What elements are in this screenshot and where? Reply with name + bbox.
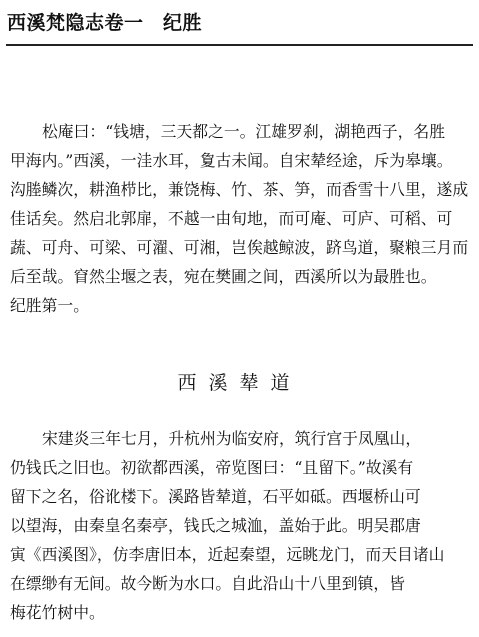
running-header-title: 西溪梵隐志卷一 纪胜 bbox=[7, 12, 203, 34]
text-line: 佳话矣。然启北郭扉，不越一由旬地，而可庵、可庐、可稻、可 bbox=[10, 209, 453, 228]
text-line: 纪胜第一。 bbox=[10, 296, 89, 315]
text-line: 沟塍鳞次，耕渔栉比，兼饶梅、竹、茶、笋，而香雪十八里，遂成 bbox=[10, 180, 469, 199]
text-line: 寅《西溪图》，仿李唐旧本，近起秦望，远眺龙门，而天目诸山 bbox=[10, 545, 445, 564]
text-line: 在缥缈有无间。故今断为水口。自此沿山十八里到镇，皆 bbox=[10, 574, 405, 593]
section-heading: 西溪辇道 bbox=[177, 372, 302, 394]
text-line: 松庵曰：“钱塘，三天都之一。江雄罗刹，湖艳西子，名胜 bbox=[42, 122, 445, 141]
text-line: 后至哉。窅然尘堰之表，宛在樊圃之间，西溪所以为最胜也。 bbox=[10, 267, 437, 286]
text-line: 蔬、可舟、可梁、可濯、可湘，岂俟越鲸波，跻鸟道，聚粮三月而 bbox=[10, 238, 469, 257]
header-divider bbox=[6, 44, 473, 46]
text-line: 仍钱氏之旧也。初欲都西溪，帝览图曰：“且留下。”故溪有 bbox=[10, 458, 414, 477]
text-line: 以望海，由秦皇名秦亭，钱氏之城洫，盖始于此。明吴郡唐 bbox=[10, 516, 421, 535]
text-line: 宋建炎三年七月，升杭州为临安府，筑行宫于凤凰山， bbox=[42, 429, 422, 448]
text-line: 梅花竹树中。 bbox=[10, 603, 105, 622]
text-line: 甲海内。”西溪，一洼水耳，夐古未闻。自宋辇经途，斥为皋壤。 bbox=[10, 151, 453, 170]
paragraph-section-body bbox=[10, 424, 470, 627]
text-line: 留下之名，俗讹楼下。溪路皆辇道，石平如砥。西堰桥山可 bbox=[10, 487, 421, 506]
paragraph-intro bbox=[10, 117, 470, 320]
